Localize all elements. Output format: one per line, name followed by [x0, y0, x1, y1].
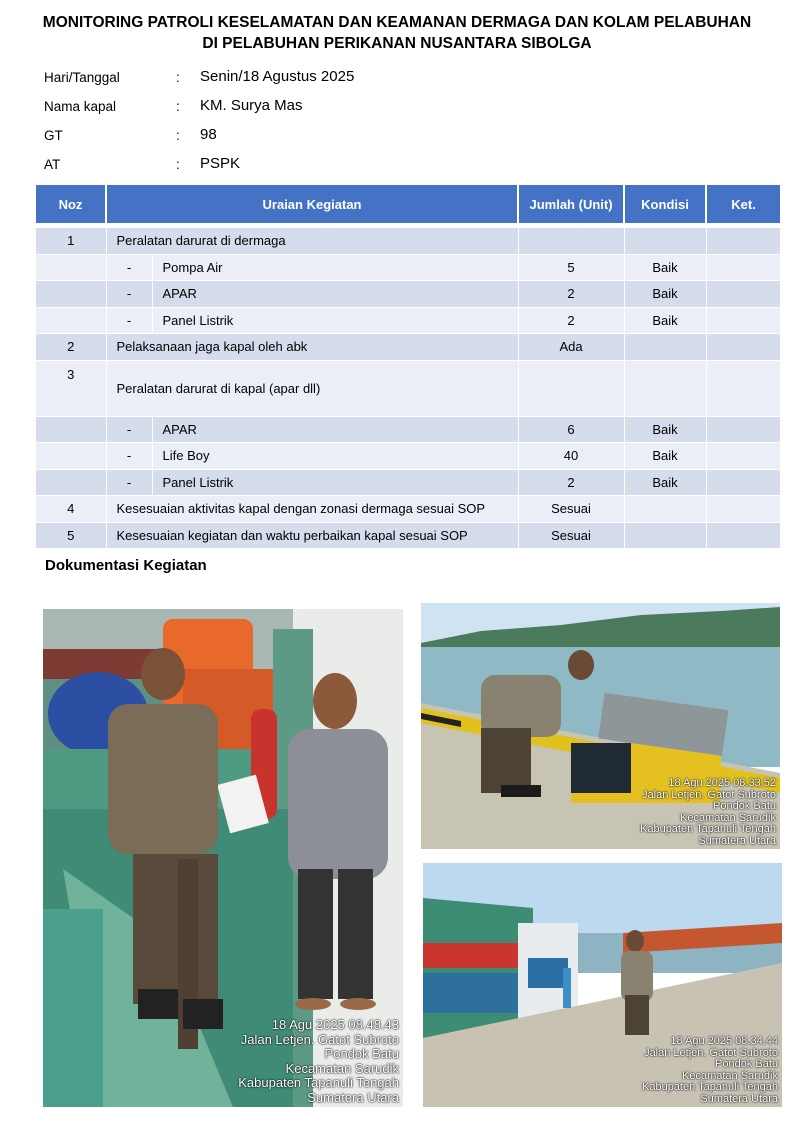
cell-cond: Baik — [624, 443, 706, 470]
documentation-heading: Dokumentasi Kegiatan — [45, 557, 207, 574]
cell-qty: 5 — [518, 254, 624, 281]
cell-qty: 40 — [518, 443, 624, 470]
cell-no — [36, 307, 106, 334]
table-row — [36, 360, 780, 416]
info-colon: : — [176, 70, 180, 85]
cell-ket — [706, 281, 780, 308]
cell-dash: - — [106, 469, 152, 496]
cell-ket — [706, 228, 780, 255]
cell-qty — [518, 228, 624, 255]
cell-desc: Pompa Air — [152, 254, 518, 281]
cell-ket — [706, 496, 780, 523]
cell-desc: Panel Listrik — [152, 307, 518, 334]
cell-no — [36, 281, 106, 308]
info-colon: : — [176, 128, 180, 143]
cell-cond: Baik — [624, 469, 706, 496]
cell-desc: Peralatan darurat di kapal (apar dll) — [106, 360, 518, 416]
header-uraian: Uraian Kegiatan — [106, 185, 518, 223]
cell-cond — [624, 522, 706, 548]
cell-qty: Sesuai — [518, 522, 624, 548]
photo-dock-inspection — [421, 603, 780, 849]
table-row — [36, 496, 780, 523]
cell-cond — [624, 228, 706, 255]
cell-desc: Panel Listrik — [152, 469, 518, 496]
cell-ket — [706, 416, 780, 443]
table-row — [36, 522, 780, 548]
cell-dash: - — [106, 281, 152, 308]
cell-no — [36, 469, 106, 496]
cell-no: 3 — [36, 360, 106, 416]
cell-cond: Baik — [624, 254, 706, 281]
cell-desc: Pelaksanaan jaga kapal oleh abk — [106, 334, 518, 361]
cell-ket — [706, 360, 780, 416]
info-value: KM. Surya Mas — [200, 97, 303, 114]
table-header-row — [36, 185, 780, 223]
cell-desc: Peralatan darurat di dermaga — [106, 228, 518, 255]
cell-ket — [706, 443, 780, 470]
cell-desc: Kesesuaian kegiatan dan waktu perbaikan kapal sesuai SOP — [106, 522, 518, 548]
cell-desc: Kesesuaian aktivitas kapal dengan zonasi dermaga sesuai SOP — [106, 496, 518, 523]
table-row — [36, 281, 780, 308]
cell-qty: 2 — [518, 281, 624, 308]
cell-qty: 2 — [518, 469, 624, 496]
cell-qty: 2 — [518, 307, 624, 334]
cell-ket — [706, 307, 780, 334]
cell-desc: APAR — [152, 281, 518, 308]
header-jumlah: Jumlah (Unit) — [518, 185, 624, 223]
cell-dash: - — [106, 307, 152, 334]
header-no: Noz — [36, 185, 106, 223]
info-label: AT — [44, 157, 61, 172]
info-label: GT — [44, 128, 63, 143]
cell-dash: - — [106, 416, 152, 443]
photo-timestamp: 18 Agu 2025 08.33.52 Jalan Letjen. Gatot Subroto Pondok Batu Kecamatan Sarudik Kabupaten Tapanuli Tengah Sumatera Utara — [640, 777, 776, 847]
cell-desc: Life Boy — [152, 443, 518, 470]
cell-no — [36, 443, 106, 470]
info-colon: : — [176, 157, 180, 172]
cell-cond — [624, 360, 706, 416]
cell-cond: Baik — [624, 416, 706, 443]
cell-cond — [624, 496, 706, 523]
title-line-2: DI PELABUHAN PERIKANAN NUSANTARA SIBOLGA — [202, 35, 592, 52]
cell-no: 4 — [36, 496, 106, 523]
table-row — [36, 416, 780, 443]
monitoring-table — [36, 185, 781, 548]
table-row — [36, 228, 780, 255]
info-value: Senin/18 Agustus 2025 — [200, 68, 355, 85]
cell-no: 2 — [36, 334, 106, 361]
cell-qty: 6 — [518, 416, 624, 443]
photo-ship-cabin — [43, 609, 403, 1107]
cell-ket — [706, 334, 780, 361]
cell-cond — [624, 334, 706, 361]
cell-dash: - — [106, 443, 152, 470]
cell-dash: - — [106, 254, 152, 281]
info-value: 98 — [200, 126, 217, 143]
header-kondisi: Kondisi — [624, 185, 706, 223]
cell-cond: Baik — [624, 281, 706, 308]
cell-cond: Baik — [624, 307, 706, 334]
document-title — [0, 12, 794, 54]
header-ket: Ket. — [706, 185, 780, 223]
title-line-1: MONITORING PATROLI KESELAMATAN DAN KEAMANAN DERMAGA DAN KOLAM PELABUHAN — [42, 14, 752, 31]
info-value: PSPK — [200, 155, 241, 172]
table-row — [36, 254, 780, 281]
cell-desc: APAR — [152, 416, 518, 443]
table-row — [36, 307, 780, 334]
cell-no: 5 — [36, 522, 106, 548]
cell-ket — [706, 469, 780, 496]
cell-no — [36, 254, 106, 281]
table-row — [36, 334, 780, 361]
info-label: Nama kapal — [44, 99, 117, 114]
table-row — [36, 469, 780, 496]
cell-no — [36, 416, 106, 443]
info-label: Hari/Tanggal — [44, 70, 120, 85]
photo-timestamp: 18 Agu 2025 08.48.43 Jalan Letjen. Gatot Subroto Pondok Batu Kecamatan Sarudik Kabupaten Tapanuli Tengah Sumatera Utara — [238, 1017, 399, 1105]
photo-pier-ships — [423, 863, 782, 1107]
cell-qty: Sesuai — [518, 496, 624, 523]
photo-timestamp: 18 Agu 2025 08.34.44 Jalan Letjen. Gatot Subroto Pondok Batu Kecamatan Sarudik Kabupaten Tapanuli Tengah Sumatera Utara — [642, 1035, 778, 1105]
cell-qty: Ada — [518, 334, 624, 361]
cell-ket — [706, 254, 780, 281]
cell-no: 1 — [36, 228, 106, 255]
info-colon: : — [176, 99, 180, 114]
cell-qty — [518, 360, 624, 416]
cell-ket — [706, 522, 780, 548]
table-row — [36, 443, 780, 470]
